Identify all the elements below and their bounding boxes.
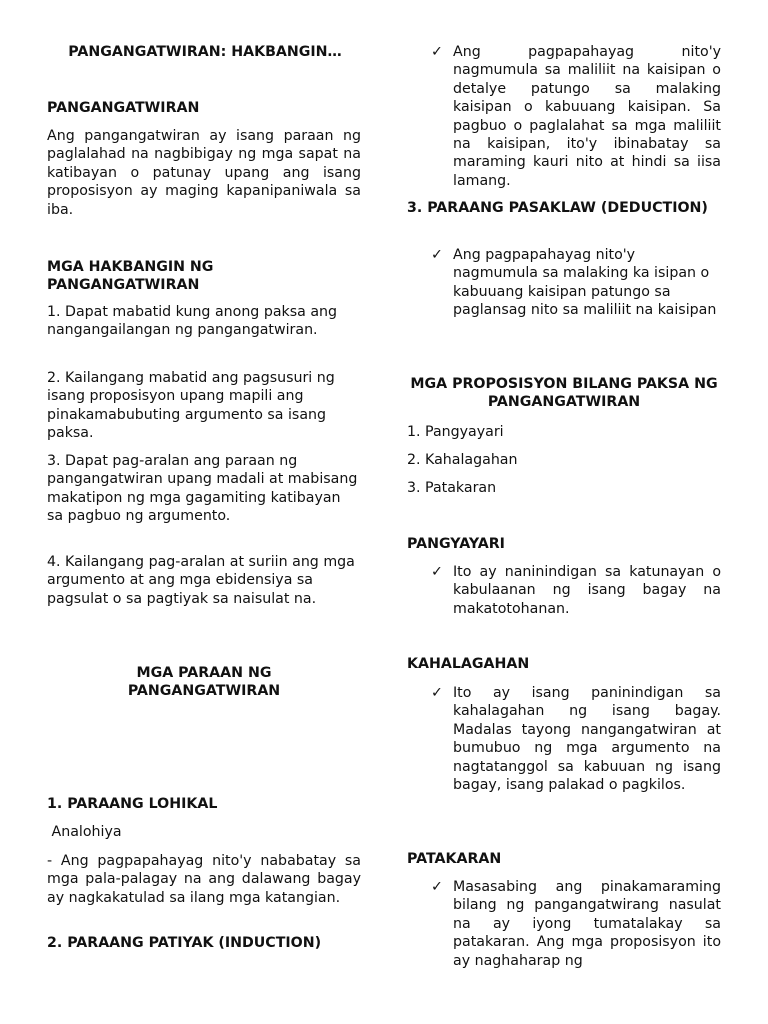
section-heading-value: KAHALAGAHAN	[407, 656, 530, 672]
proposition-item: 3. Patakaran	[407, 480, 497, 496]
proposition-item: 1. Pangyayari	[407, 424, 504, 440]
definition-paragraph: Ang pangangatwiran ay isang paraan ng paglalahad na nagbibigay ng mga sapat na katibayan o patunay upang ang isang proposisyon ay maging kapanipaniwala sa iba.	[47, 128, 361, 218]
bullet-text: Masasabing ang pinakamaraming bilang ng pangangatwirang nasulat na ay iyong tumatalakay sa patakaran. Ang mga proposisyon ito ay naghaharap ng	[453, 879, 721, 969]
bullet-item-value	[407, 684, 721, 794]
section-heading-fact: PANGYAYARI	[407, 536, 505, 552]
section-heading-logical: 1. PARAANG LOHIKAL	[47, 796, 218, 812]
section-heading-propositions: MGA PROPOSISYON BILANG PAKSA NG PANGANGATWIRAN	[410, 376, 718, 411]
bullet-text: Ito ay isang paninindigan sa kahalagahan ng isang bagay. Madalas tayong nangangatwiran at bumubuo ng mga argumento na nagtatanggol sa kabuuan ng isang bagay, isang palakad o pagkilos.	[453, 685, 721, 794]
section-heading-deduction: 3. PARAANG PASAKLAW (DEDUCTION)	[407, 200, 708, 216]
bullet-text: Ang pagpapahayag nito'y nagmumula sa malaking ka isipan o kabuuang kaisipan patungo sa paglansag nito sa maliliit na kaisipan	[453, 247, 717, 319]
section-heading-steps: MGA HAKBANGIN NG PANGANGATWIRAN	[47, 259, 214, 294]
analogy-label: Analohiya	[47, 824, 122, 840]
bullet-text: Ito ay naninindigan sa katunayan o kabulaanan ng isang bagay na makatotohanan.	[453, 564, 721, 617]
step-item: 2. Kailangang mabatid ang pagsusuri ng isang proposisyon upang mapili ang pinakamabubuting argumento sa isang paksa.	[47, 370, 335, 442]
step-item: 4. Kailangang pag-aralan at suriin ang mga argumento at ang mga ebidensiya sa pagsulat o sa pagtiyak sa naisulat na.	[47, 554, 355, 607]
section-heading-methods: MGA PARAAN NG PANGANGATWIRAN	[127, 665, 281, 700]
bullet-item-fact	[407, 563, 721, 618]
analogy-paragraph: - Ang pagpapahayag nito'y nababatay sa mga pala-palagay na ang dalawang bagay ay nagkakatulad sa ilang mga katangian.	[47, 853, 361, 906]
section-heading-pangangatwiran: PANGANGATWIRAN	[47, 100, 200, 116]
check-icon: ✓	[431, 44, 443, 60]
step-item: 1. Dapat mabatid kung anong paksa ang nangangailangan ng pangangatwiran.	[47, 304, 338, 339]
bullet-item-policy	[407, 878, 721, 970]
check-icon: ✓	[431, 685, 443, 701]
check-icon: ✓	[431, 247, 443, 263]
section-heading-induction: 2. PARAANG PATIYAK (INDUCTION)	[47, 935, 322, 951]
step-item: 3. Dapat pag-aralan ang paraan ng pangangatwiran upang madali at mabisang makatipon ng mga gagamiting katibayan sa pagbuo ng argumento.	[47, 453, 358, 525]
section-heading-policy: PATAKARAN	[407, 851, 502, 867]
bullet-item-induction	[407, 43, 721, 190]
document-title: PANGANGATWIRAN: HAKBANGIN…	[68, 44, 342, 60]
check-icon: ✓	[431, 879, 443, 895]
proposition-item: 2. Kahalagahan	[407, 452, 518, 468]
bullet-text: Ang pagpapahayag nito'y nagmumula sa maliliit na kaisipan o detalye patungo sa malaking kaisipan o kabuuang kaisipan. Sa pagbuo o paglalahat sa mga maliliit na kaisipan, ito'y ibinabatay sa maraming kauri nito at hindi sa iisa lamang.	[453, 44, 721, 189]
check-icon: ✓	[431, 564, 443, 580]
bullet-item-deduction	[407, 246, 721, 320]
